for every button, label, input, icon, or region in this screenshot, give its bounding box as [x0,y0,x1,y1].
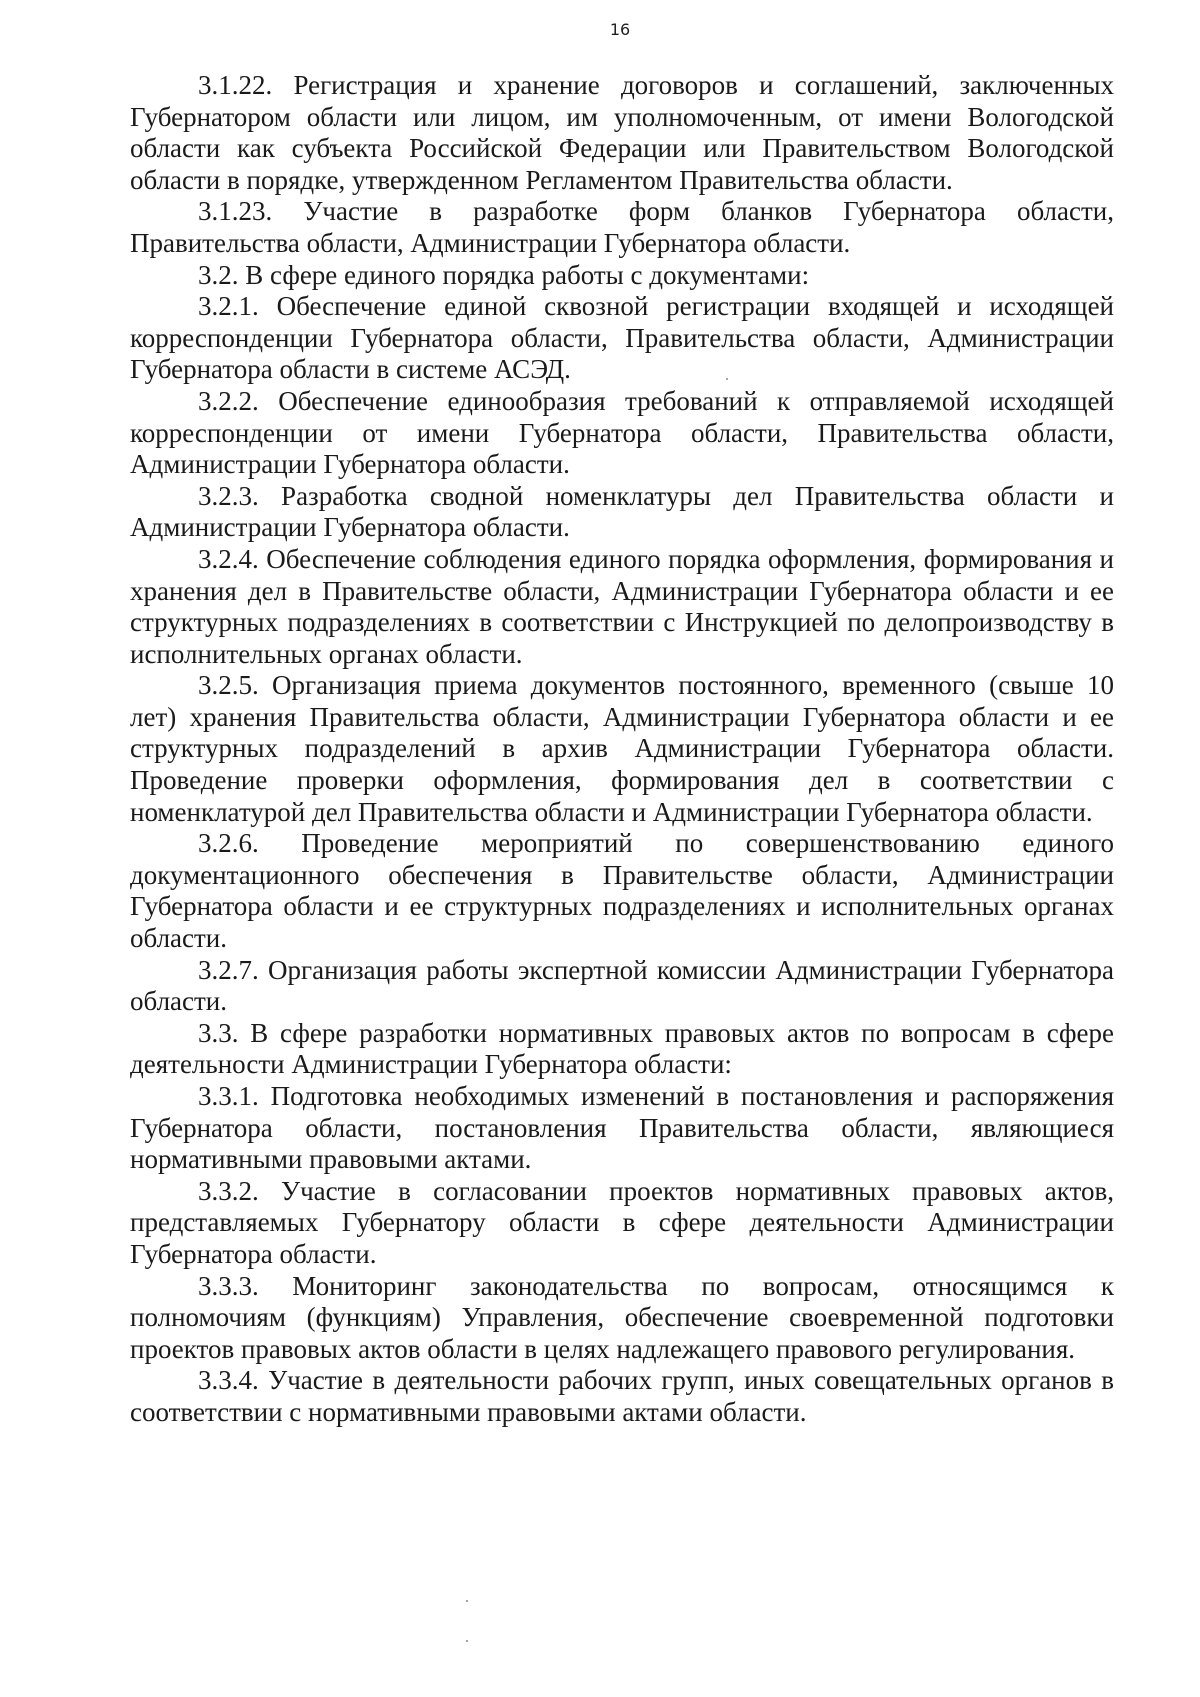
scan-speck [466,1640,468,1642]
paragraph-3-2-7: 3.2.7. Организация работы экспертной комиссии Администрации Губернатора области. [130,954,1114,1017]
scan-speck [726,378,728,380]
paragraph-3-2-5: 3.2.5. Организация приема документов постоянного, временного (свыше 10 лет) хранения Правительства области, Администрации Губернатора области и ее структурных подразделений в архив Администрации Губернатора области. Проведение проверки оформления, формирования дел в соответствии с номенклатурой дел Правительства области и Администрации Губернатора области. [130,670,1114,827]
paragraph-3-1-23: 3.1.23. Участие в разработке форм бланков Губернатора области, Правительства области, Администрации Губернатора области. [130,196,1114,258]
paragraph-3-2-4: 3.2.4. Обеспечение соблюдения единого порядка оформления, формирования и хранения дел в Правительстве области, Администрации Губернатора области и ее структурных подразделениях в соответствии с Инструкцией по делопроизводству в исполнительных органах области. [130,543,1114,669]
paragraph-3-2-6: 3.2.6. Проведение мероприятий по совершенствованию единого документационного обеспечения в Правительстве области, Администрации Губернатора области и ее структурных подразделениях и исполнительных органах области. [130,828,1114,954]
paragraph-3-1-22: 3.1.22. Регистрация и хранение договоров и соглашений, заключенных Губернатором области или лицом, им уполномоченным, от имени Вологодской области как субъекта Российской Федерации или Правительством Вологодской области в порядке, утвержденном Регламентом Правительства области. [130,70,1114,195]
section-heading-3-3: 3.3. В сфере разработки нормативных правовых актов по вопросам в сфере деятельности Администрации Губернатора области: [130,1017,1114,1080]
section-heading-3-2: 3.2. В сфере единого порядка работы с документами: [198,259,810,290]
paragraph-3-3-4: 3.3.4. Участие в деятельности рабочих групп, иных совещательных органов в соответствии с нормативными правовыми актами области. [130,1365,1114,1427]
scan-speck [466,1600,468,1602]
paragraph-3-2-3: 3.2.3. Разработка сводной номенклатуры дел Правительства области и Администрации Губернатора области. [130,480,1114,543]
paragraph-3-3-3: 3.3.3. Мониторинг законодательства по вопросам, относящимся к полномочиям (функциям) Управления, обеспечение своевременной подготовки проектов правовых актов области в целях надлежащего правового регулирования. [130,1270,1114,1364]
document-body [130,70,1114,1429]
paragraph-3-3-1: 3.3.1. Подготовка необходимых изменений в постановления и распоряжения Губернатора области, постановления Правительства области, являющиеся нормативными правовыми актами. [130,1081,1114,1175]
paragraph-3-2-2: 3.2.2. Обеспечение единообразия требований к отправляемой исходящей корреспонденции от имени Губернатора области, Правительства области, Администрации Губернатора области. [130,385,1114,480]
paragraph-3-2-1: 3.2.1. Обеспечение единой сквозной регистрации входящей и исходящей корреспонденции Губернатора области, Правительства области, Администрации Губернатора области в системе АСЭД. [130,291,1114,385]
page-number: 16 [609,20,631,39]
paragraph-3-3-2: 3.3.2. Участие в согласовании проектов нормативных правовых актов, представляемых Губернатору области в сфере деятельности Администрации Губернатора области. [130,1175,1114,1269]
